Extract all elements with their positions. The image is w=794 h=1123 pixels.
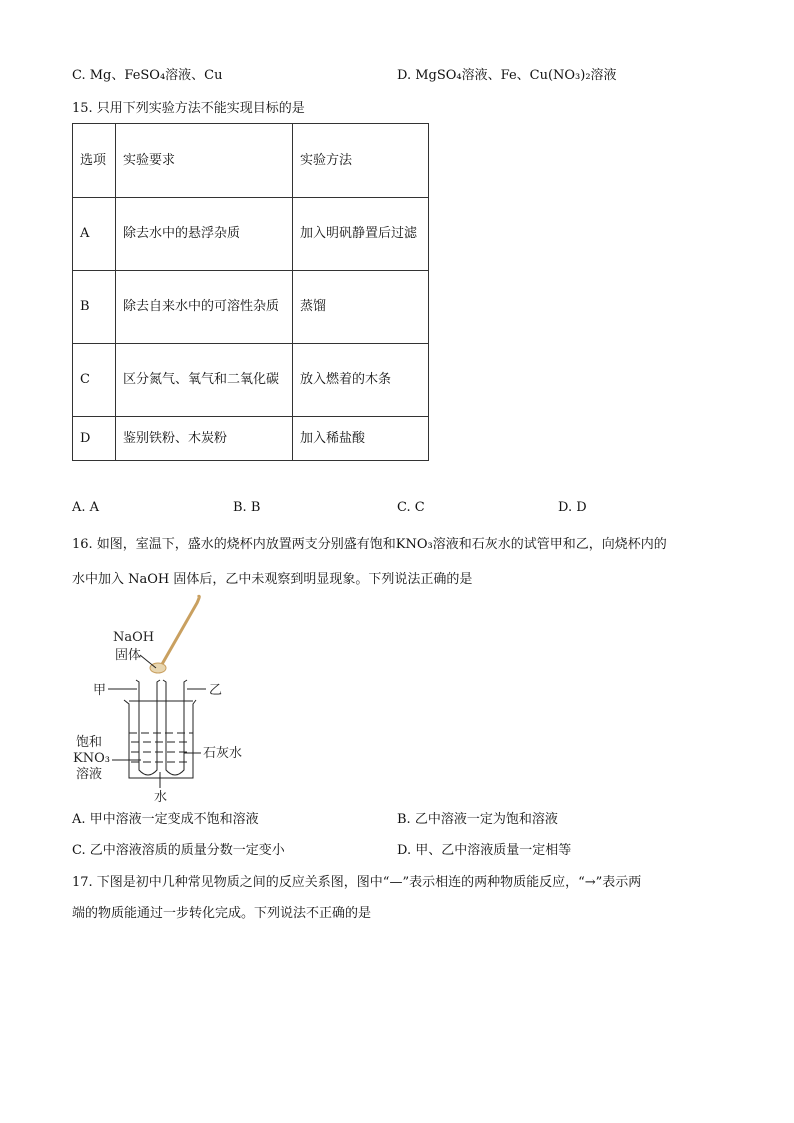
label-naoh: NaOH xyxy=(113,630,155,645)
q16-stem-line1: 16. 如图，室温下，盛水的烧杯内放置两支分别盛有饱和KNO₃溶液和石灰水的试管甲和乙，向烧杯内的 xyxy=(72,537,667,552)
label-limewater: 石灰水 xyxy=(203,746,243,761)
table-row: C 区分氮气、氧气和二氧化碳 放入燃着的木条 xyxy=(73,344,429,417)
table-row: B 除去自来水中的可溶性杂质 蒸馏 xyxy=(73,271,429,344)
spoon-handle xyxy=(161,596,199,666)
q16-option-c: C. 乙中溶液溶质的质量分数一定变小 xyxy=(72,843,285,858)
table-header: 选项 xyxy=(73,124,116,198)
label-water: 水 xyxy=(154,790,168,805)
q16-option-d: D. 甲、乙中溶液质量一定相等 xyxy=(397,843,572,858)
table-row: D 鉴别铁粉、木炭粉 加入稀盐酸 xyxy=(73,417,429,461)
q15-stem: 15. 只用下列实验方法不能实现目标的是 xyxy=(72,101,305,116)
test-tube-yi xyxy=(163,680,187,775)
label-kno3: KNO₃ xyxy=(73,751,110,766)
q15-option-a: A. A xyxy=(72,500,100,515)
table-header: 实验要求 xyxy=(116,124,293,198)
q15-option-d: D. D xyxy=(558,500,587,515)
label-yi: 乙 xyxy=(209,683,223,698)
label-jia: 甲 xyxy=(93,683,107,698)
q16-option-b: B. 乙中溶液一定为饱和溶液 xyxy=(397,812,558,827)
q16-stem-line2: 水中加入 NaOH 固体后，乙中未观察到明显现象。下列说法正确的是 xyxy=(72,572,473,587)
q17-stem-line2: 端的物质能通过一步转化完成。下列说法不正确的是 xyxy=(72,906,372,921)
table-row: A 除去水中的悬浮杂质 加入明矾静置后过滤 xyxy=(73,198,429,271)
q17-stem-line1: 17. 下图是初中几种常见物质之间的反应关系图，图中“—”表示相连的两种物质能反应，“→”表示两 xyxy=(72,875,642,890)
q14-option-d: D. MgSO₄溶液、Fe、Cu(NO₃)₂溶液 xyxy=(397,68,617,83)
q15-option-b: B. B xyxy=(233,500,261,515)
q15-option-c: C. C xyxy=(397,500,425,515)
q16-option-a: A. 甲中溶液一定变成不饱和溶液 xyxy=(72,812,259,827)
label-saturated: 饱和 xyxy=(76,735,103,750)
label-solid: 固体 xyxy=(115,648,142,663)
q14-option-c: C. Mg、FeSO₄溶液、Cu xyxy=(72,68,223,83)
label-solution: 溶液 xyxy=(76,767,103,782)
test-tube-jia xyxy=(136,680,160,775)
table-header: 实验方法 xyxy=(293,124,429,198)
